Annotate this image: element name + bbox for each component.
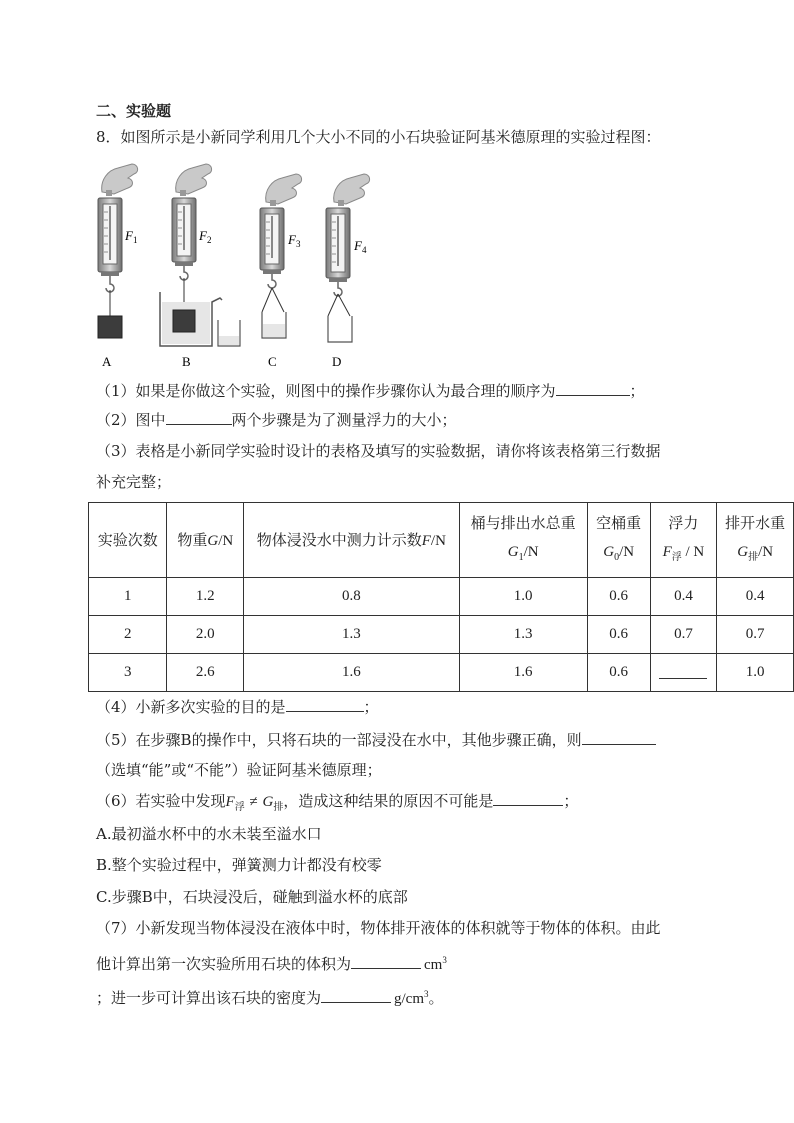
panel-label-a: A	[102, 354, 112, 369]
question-4-text: （4）小新多次实验的目的是	[96, 698, 286, 716]
cell-weight: 2.6	[167, 654, 244, 692]
beaker	[218, 320, 240, 346]
cell-scale-reading: 0.8	[244, 578, 459, 616]
question-4-end: ；	[363, 698, 379, 716]
question-6-post: ，造成这种结果的原因不可能是	[283, 792, 494, 810]
cell-bucket-water: 1.6	[459, 654, 587, 692]
stone-block	[98, 316, 122, 338]
panel-label-d: D	[332, 354, 342, 369]
question-1	[96, 381, 645, 401]
answer-blank-6[interactable]	[493, 791, 563, 806]
cell-scale-reading: 1.3	[244, 616, 459, 654]
cell-empty-bucket: 0.6	[587, 616, 650, 654]
answer-blank-5[interactable]	[582, 730, 656, 745]
question-1-text: （1）如果是你做这个实验，则图中的操作步骤你认为最合理的顺序为	[96, 382, 556, 400]
cell-buoyancy: 0.4	[650, 578, 717, 616]
question-6: （6）若实验中发现$F_浮 \ne G_排$，造成这种结果的原因不可能是 ；	[96, 792, 579, 813]
cell-buoyancy-blank[interactable]	[650, 654, 717, 692]
panel-label-b: B	[182, 354, 191, 369]
experiment-figure	[88, 160, 388, 375]
svg-text:F1: $F_1$	[125, 228, 138, 245]
cell-buoyancy: 0.7	[650, 616, 717, 654]
header-buoyancy: 浮力 $F_浮$ / N	[650, 503, 717, 578]
question-3-line2: 补充完整；	[96, 473, 172, 491]
header-scale-reading: 物体浸没水中测力计示数F/N	[244, 503, 459, 578]
question-2-post: 两个步骤是为了测量浮力的大小；	[231, 411, 457, 429]
question-7-line2: 他计算出第一次实验所用石块的体积为 $cm^3$	[96, 955, 447, 973]
svg-text:F4: $F_4$	[354, 238, 367, 255]
question-5-text: （5）在步骤B的操作中，只将石块的一部浸没在水中，其他步骤正确，则	[96, 731, 582, 749]
header-bucket-water: 桶与排出水总重 $G_1/N$	[459, 503, 587, 578]
panel-label-c: C	[268, 354, 277, 369]
beaker	[328, 316, 352, 342]
cell-weight: 1.2	[167, 578, 244, 616]
cell-trial: 2	[89, 616, 167, 654]
header-displaced-water: 排开水重 $G_排/N$	[717, 503, 794, 578]
cell-weight: 2.0	[167, 616, 244, 654]
hand-icon	[176, 164, 212, 196]
question-2	[96, 410, 457, 430]
symbol-g: G	[262, 794, 274, 810]
question-2-pre: （2）图中	[96, 411, 166, 429]
question-3-line1: （3）表格是小新同学实验时设计的表格及填写的实验数据，请你将该表格第三行数据	[96, 442, 661, 460]
stone-block	[173, 310, 195, 332]
answer-blank-table[interactable]	[659, 662, 707, 679]
panel-d	[326, 174, 370, 369]
answer-blank-4[interactable]	[286, 697, 364, 712]
hand-icon	[334, 174, 370, 206]
question-6-pre: （6）若实验中发现	[96, 792, 226, 810]
option-c: C.步骤B中，石块浸没后，碰触到溢水杯的底部	[96, 888, 408, 906]
question-4	[96, 697, 379, 717]
question-7-line1: （7）小新发现当物体浸没在液体中时，物体排开液体的体积就等于物体的体积。由此	[96, 919, 661, 937]
cell-displaced-water: 0.7	[717, 616, 794, 654]
cell-scale-reading: 1.6	[244, 654, 459, 692]
question-stem: 8．如图所示是小新同学利用几个大小不同的小石块验证阿基米德原理的实验过程图：	[96, 128, 661, 146]
option-a: A.最初溢水杯中的水未装至溢水口	[96, 825, 322, 843]
panel-a	[98, 164, 138, 369]
question-5-line2: （选填“能”或“不能”）验证阿基米德原理；	[96, 761, 382, 779]
cell-displaced-water: 1.0	[717, 654, 794, 692]
panel-c	[260, 174, 302, 369]
cell-bucket-water: 1.3	[459, 616, 587, 654]
question-7-line3: ；进一步可计算出该石块的密度为 $g/cm^3$。	[96, 989, 444, 1007]
table-row	[89, 578, 794, 616]
cell-bucket-water: 1.0	[459, 578, 587, 616]
option-b: B.整个实验过程中，弹簧测力计都没有校零	[96, 856, 382, 874]
table-header-row	[89, 503, 794, 578]
table-row	[89, 616, 794, 654]
question-7-density-text: ；进一步可计算出该石块的密度为	[96, 989, 322, 1007]
answer-blank-1[interactable]	[556, 381, 630, 396]
header-weight: 物重G/N	[167, 503, 244, 578]
section-title: 二、实验题	[96, 102, 172, 120]
header-trial: 实验次数	[89, 503, 167, 578]
table-row	[89, 654, 794, 692]
cell-empty-bucket: 0.6	[587, 578, 650, 616]
question-7-volume-text: 他计算出第一次实验所用石块的体积为	[96, 955, 352, 973]
symbol-f: F	[225, 794, 235, 810]
cell-trial: 1	[89, 578, 167, 616]
cell-empty-bucket: 0.6	[587, 654, 650, 692]
answer-blank-2[interactable]	[166, 410, 232, 425]
svg-text:F3: $F_3$	[288, 232, 301, 249]
answer-blank-7a[interactable]	[351, 954, 421, 969]
answer-blank-7b[interactable]	[321, 988, 391, 1003]
question-1-end: ；	[629, 382, 645, 400]
cell-displaced-water: 0.4	[717, 578, 794, 616]
hand-icon	[102, 164, 138, 196]
beaker	[262, 312, 286, 338]
hand-icon	[266, 174, 302, 206]
data-table	[88, 502, 794, 692]
svg-text:F2: $F_2$	[199, 228, 212, 245]
cell-trial: 3	[89, 654, 167, 692]
question-5-line1	[96, 730, 656, 750]
panel-b	[160, 164, 240, 369]
header-empty-bucket: 空桶重 $G_0/N$	[587, 503, 650, 578]
